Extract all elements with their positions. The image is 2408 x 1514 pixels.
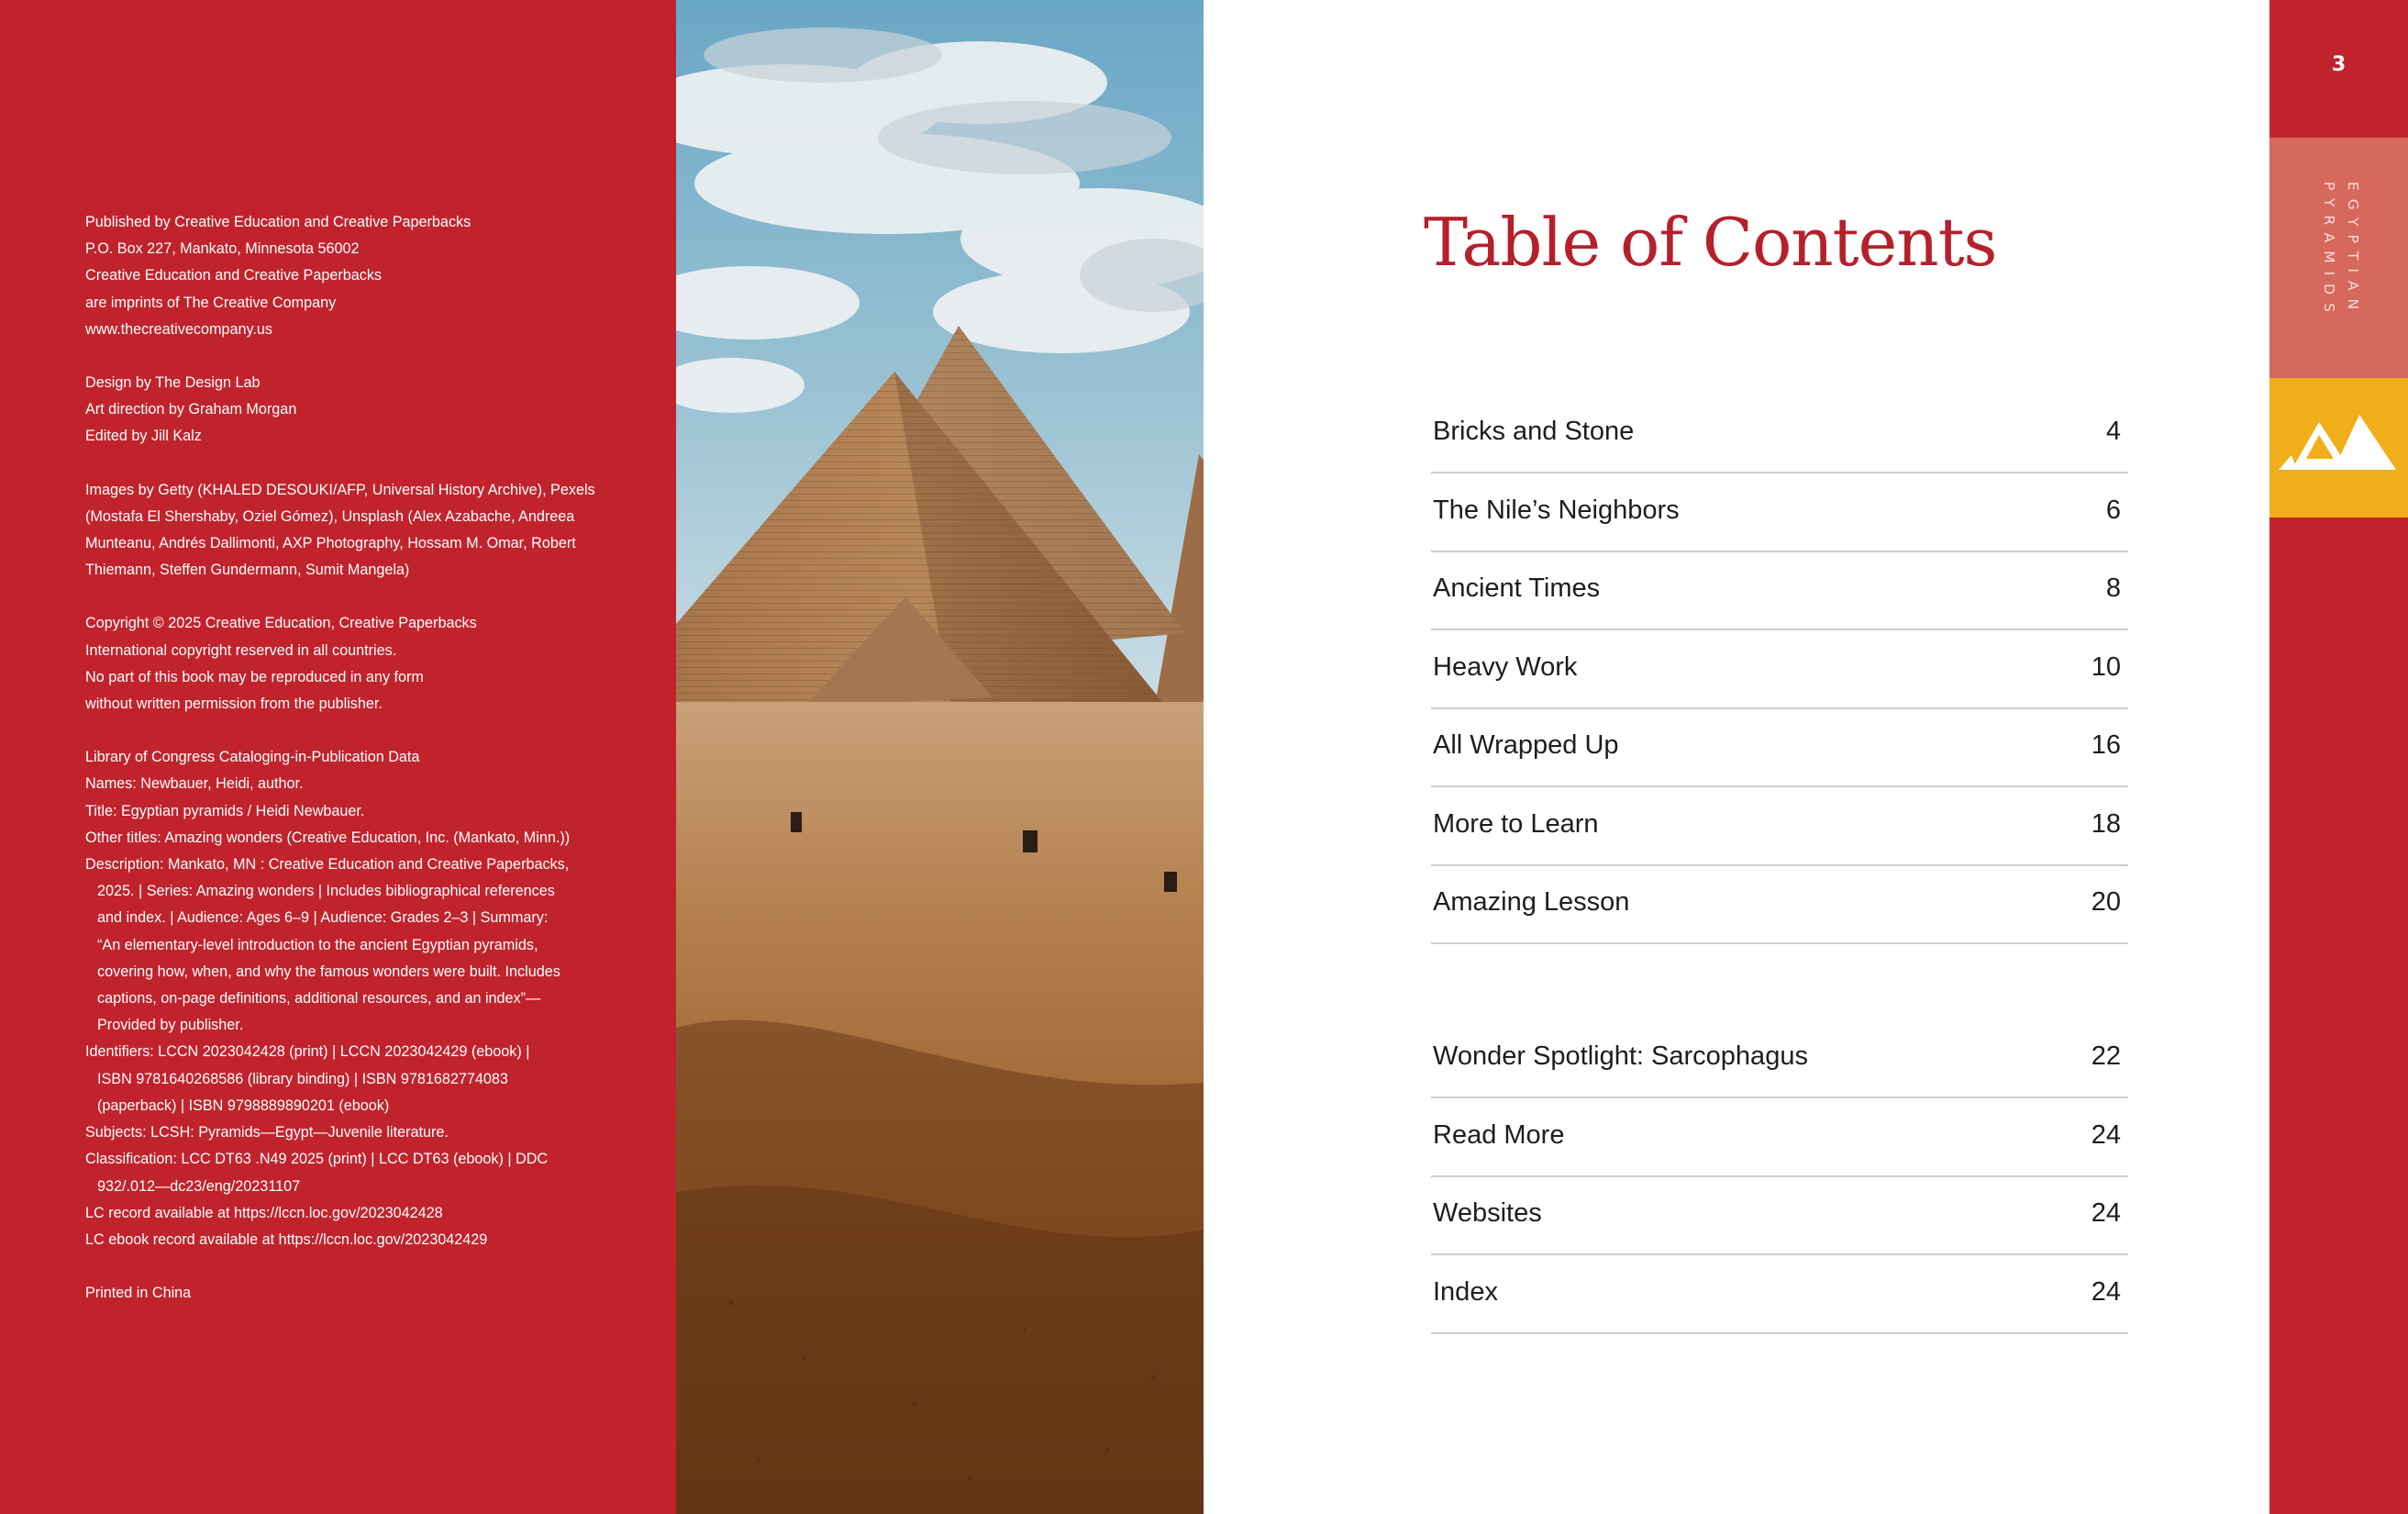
toc-entry-title: Amazing Lesson [1433,887,1630,917]
pyramids-icon [2279,415,2400,479]
icon-tab [2269,378,2408,518]
copyright-line: 2025. | Series: Amazing wonders | Includes bibliographical references [97,883,555,900]
copyright-line: Classification: LCC DT63 .N49 2025 (print) | LCC DT63 (ebook) | DDC [85,1151,549,1168]
copyright-line: Subjects: LCSH: Pyramids—Egypt—Juvenile literature. [85,1124,449,1141]
copyright-line: Other titles: Amazing wonders (Creative Education, Inc. (Mankato, Minn.)) [85,829,571,846]
toc-entry-page-number: 20 [2091,887,2121,917]
toc-back-matter-list [1431,1021,2128,1334]
copyright-block [85,610,636,718]
copyright-line: (Mostafa El Shershaby, Oziel Gómez), Unsplash (Alex Azabache, Andreea [85,507,575,525]
copyright-line: 932/.012—dc23/eng/20231107 [97,1177,301,1195]
copyright-line: Images by Getty (KHALED DESOUKI/AFP, Universal History Archive), Pexels [85,481,595,498]
copyright-line: are imprints of The Creative Company [85,294,337,311]
copyright-line: Title: Egyptian pyramids / Heidi Newbauer. [85,802,365,819]
toc-entry[interactable] [1431,553,2128,630]
copyright-text [85,209,636,1333]
toc-entry-title: More to Learn [1433,808,1599,839]
copyright-line: captions, on-page definitions, additional resources, and an index”— [97,990,541,1007]
toc-entry-title: Read More [1433,1119,1565,1150]
copyright-line: Creative Education and Creative Paperbacks [85,267,383,284]
toc-entry-page-number: 24 [2091,1198,2121,1228]
page-number: 3 [2331,53,2347,76]
toc-entry[interactable] [1431,1257,2128,1334]
toc-entry-title: Index [1433,1276,1498,1307]
copyright-block [85,744,636,1253]
toc-entry-page-number: 24 [2091,1119,2121,1150]
toc-entry[interactable] [1431,789,2128,866]
toc-entry[interactable] [1431,632,2128,709]
toc-entry-page-number: 18 [2091,808,2121,839]
page-title: Table of Contents [1424,204,1997,281]
toc-entry[interactable] [1431,1178,2128,1255]
table-of-contents-page [1204,0,2269,1514]
toc-entry-title: Ancient Times [1433,573,1601,603]
copyright-line: Design by The Design Lab [85,374,261,392]
toc-entry-title: All Wrapped Up [1433,730,1619,760]
copyright-line: Names: Newbauer, Heidi, author. [85,775,304,793]
toc-entry[interactable] [1431,1021,2128,1098]
series-label [2317,182,2372,347]
copyright-line: Description: Mankato, MN : Creative Education and Creative Paperbacks, [85,856,570,874]
toc-entry-title: Websites [1433,1198,1542,1228]
toc-entry[interactable] [1431,396,2128,473]
edge-tab [2269,0,2408,1514]
copyright-line: Munteanu, Andrés Dallimonti, AXP Photography, Hossam M. Omar, Robert [85,535,576,552]
toc-entry-page-number: 10 [2091,651,2121,682]
copyright-line: Edited by Jill Kalz [85,428,202,445]
copyright-line: Printed in China [85,1285,192,1302]
copyright-line: and index. | Audience: Ages 6–9 | Audience: Grades 2–3 | Summary: [97,909,549,927]
series-word: PYRAMIDS [2321,182,2337,320]
toc-entry-page-number: 6 [2105,495,2121,525]
toc-entry-title: Heavy Work [1433,651,1578,682]
copyright-line: Copyright © 2025 Creative Education, Creative Paperbacks [85,615,477,632]
copyright-line: Thiemann, Steffen Gundermann, Sumit Mangela) [85,562,410,579]
copyright-block [85,477,636,584]
pyramids-photo-image [676,0,1204,1514]
series-word: EGYPTIAN [2345,182,2361,318]
copyright-line: LC ebook record available at https://lccn.loc.gov/2023042429 [85,1230,488,1248]
toc-entry-page-number: 24 [2091,1276,2121,1307]
copyright-line: International copyright reserved in all countries. [85,641,397,659]
copyright-line: LC record available at https://lccn.loc.gov/2023042428 [85,1204,443,1221]
copyright-block [85,1280,636,1307]
copyright-line: Published by Creative Education and Creative Paperbacks [85,214,472,230]
copyright-line: P.O. Box 227, Mankato, Minnesota 56002 [85,240,360,258]
copyright-line: Art direction by Graham Morgan [85,401,297,418]
toc-main-list [1431,396,2128,944]
toc-entry[interactable] [1431,1100,2128,1177]
copyright-block [85,209,636,343]
copyright-line: “An elementary-level introduction to the ancient Egyptian pyramids, [97,936,538,953]
copyright-page [0,0,676,1514]
copyright-line: www.thecreativecompany.us [85,320,272,338]
copyright-block [85,370,636,451]
copyright-line: No part of this book may be reproduced in any form [85,668,424,685]
copyright-line: Identifiers: LCCN 2023042428 (print) | LCCN 2023042429 (ebook) | [85,1043,530,1061]
toc-entry-page-number: 8 [2105,573,2121,603]
copyright-line: covering how, when, and why the famous wonders were built. Includes [97,963,560,980]
toc-entry-title: The Nile’s Neighbors [1433,495,1680,525]
toc-entry[interactable] [1431,475,2128,552]
copyright-line: ISBN 9781640268586 (library binding) | ISBN 9781682774083 [97,1070,508,1087]
copyright-line: Provided by publisher. [97,1017,244,1034]
toc-entry-page-number: 16 [2091,730,2121,760]
pyramids-photo [676,0,1204,1514]
toc-entry-title: Wonder Spotlight: Sarcophagus [1433,1041,1808,1071]
copyright-line: without written permission from the publisher. [85,696,383,713]
copyright-line: Library of Congress Cataloging-in-Publication Data [85,749,420,766]
toc-entry[interactable] [1431,710,2128,787]
toc-entry[interactable] [1431,867,2128,944]
toc-entry-page-number: 4 [2105,417,2121,446]
toc-entry-title: Bricks and Stone [1433,417,1635,446]
toc-entry-page-number: 22 [2091,1041,2121,1071]
copyright-line: (paperback) | ISBN 9798889890201 (ebook) [97,1097,390,1114]
